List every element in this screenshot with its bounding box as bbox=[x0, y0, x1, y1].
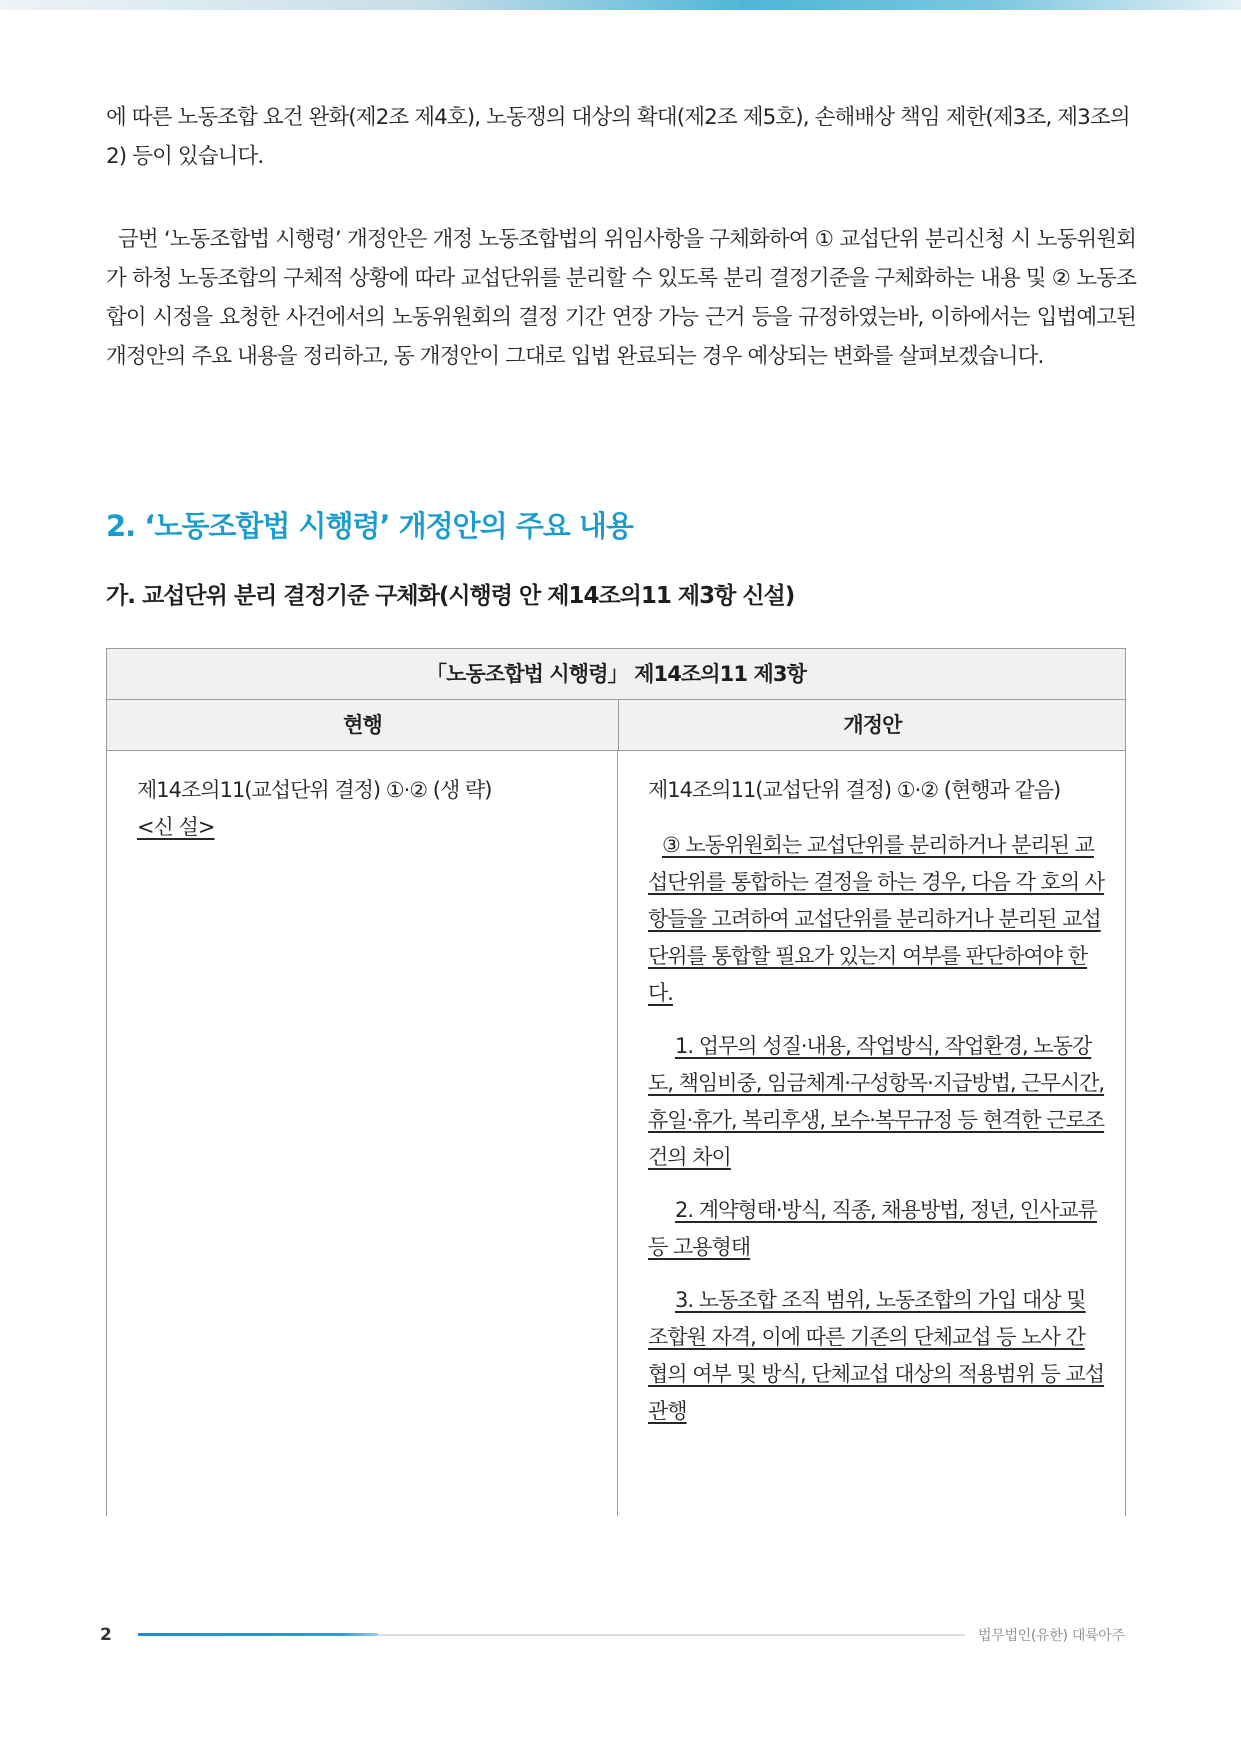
table-border-left bbox=[106, 751, 107, 1516]
footer-firm-name: 법무법인(유한) 대륙아주 bbox=[978, 1628, 1125, 1644]
current-law-cell bbox=[137, 772, 597, 846]
proposed-clause-3: ③ 노동위원회는 교섭단위를 분리하거나 분리된 교섭단위를 통합하는 결정을 하는 경우, 다음 각 호의 사항들을 고려하여 교섭단위를 분리하거나 분리된 교섭단위를 통합할 필요가 있는지 여부를 판단하여야 한다. bbox=[648, 833, 1105, 1005]
current-article-line: 제14조의11(교섭단위 결정) ①·② (생 략) bbox=[137, 778, 492, 802]
subsection-title: 가. 교섭단위 분리 결정기준 구체화(시행령 안 제14조의11 제3항 신설) bbox=[106, 583, 795, 609]
page-number: 2 bbox=[100, 1625, 112, 1645]
proposed-article-line: 제14조의11(교섭단위 결정) ①·② (현행과 같음) bbox=[648, 778, 1061, 802]
table-header-row bbox=[106, 699, 1126, 751]
table-border-right bbox=[1125, 751, 1126, 1516]
proposed-law-cell bbox=[648, 772, 1108, 1430]
table-border-middle bbox=[617, 751, 618, 1516]
comparison-table bbox=[106, 648, 1128, 1516]
intro-paragraph-1: 에 따른 노동조합 요건 완화(제2조 제4호), 노동쟁의 대상의 확대(제2조 제5호), 손해배상 책임 제한(제3조, 제3조의2) 등이 있습니다. bbox=[106, 105, 1130, 169]
intro-paragraph-2: 금번 ‘노동조합법 시행령’ 개정안은 개정 노동조합법의 위임사항을 구체화하여 ① 교섭단위 분리신청 시 노동위원회가 하청 노동조합의 구체적 상황에 따라 교섭단위를 분리할 수 있도록 분리 결정기준을 구체화하는 내용 및 ② 노동조합이 시정을 요청한 사건에서의 노동위원회의 결정 기간 연장 가능 근거 등을 규정하였는바, 이하에서는 입법예고된 개정안의 주요 내용을 정리하고, 동 개정안이 그대로 입법 완료되는 경우 예상되는 변화를 살펴보겠습니다. bbox=[106, 227, 1136, 369]
section-title: 2. ‘노동조합법 시행령’ 개정안의 주요 내용 bbox=[106, 509, 633, 543]
top-decorative-band bbox=[0, 0, 1241, 10]
header-current: 현행 bbox=[343, 713, 382, 737]
footer-rule-accent bbox=[138, 1633, 378, 1636]
proposed-item-1: 1. 업무의 성질·내용, 작업방식, 작업환경, 노동강도, 책임비중, 임금체계·구성항목·지급방법, 근무시간, 휴일·휴가, 복리후생, 보수·복무규정 등 현격한 근로조건의 차이 bbox=[648, 1034, 1105, 1169]
proposed-item-2: 2. 계약형태·방식, 직종, 채용방법, 정년, 인사교류 등 고용형태 bbox=[648, 1198, 1097, 1259]
proposed-item-3: 3. 노동조합 조직 범위, 노동조합의 가입 대상 및 조합원 자격, 이에 따른 기존의 단체교섭 등 노사 간 협의 여부 및 방식, 단체교섭 대상의 적용범위 등 교섭 관행 bbox=[648, 1288, 1105, 1423]
current-new-clause-note: <신 설> bbox=[137, 815, 215, 839]
table-caption: 「노동조합법 시행령」 제14조의11 제3항 bbox=[106, 648, 1126, 700]
header-proposed: 개정안 bbox=[618, 700, 1126, 750]
